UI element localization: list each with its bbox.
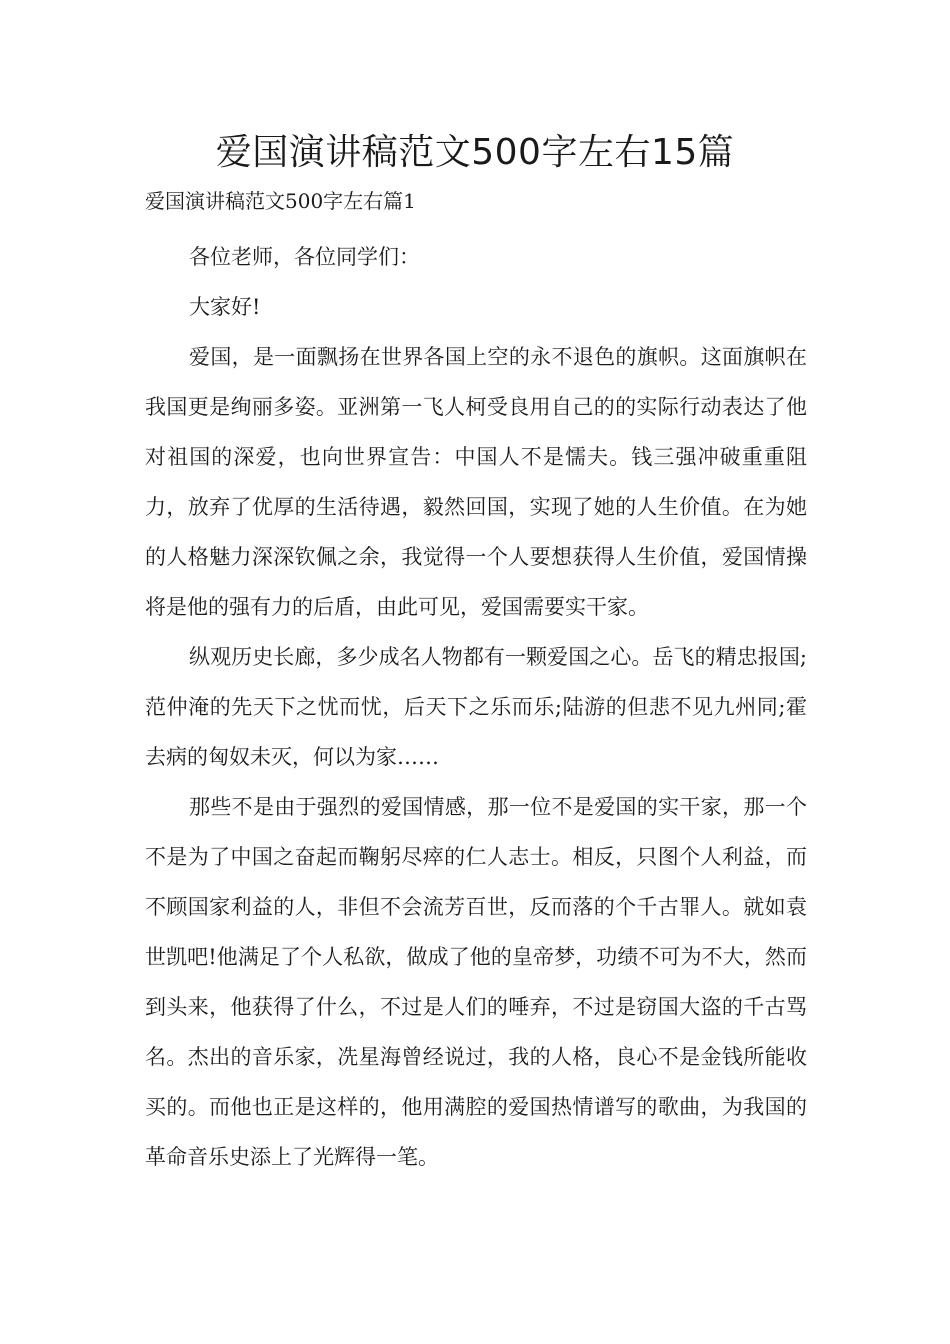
paragraph-greeting: 大家好! xyxy=(189,295,261,319)
document-body xyxy=(145,232,807,1182)
paragraph-3: 那些不是由于强烈的爱国情感，那一位不是爱国的实干家，那一个不是为了中国之奋起而鞠躬尽瘁的仁人志士。相反，只图个人利益，而不顾国家利益的人，非但不会流芳百世，反而落的个千古罪人。就如袁世凯吧!他满足了个人私欲，做成了他的皇帝梦，功绩不可为不大，然而到头来，他获得了什么，不过是人们的唾弃，不过是窃国大盗的千古骂名。杰出的音乐家，冼星海曾经说过，我的人格，良心不是金钱所能收买的。而他也正是这样的，他用满腔的爱国热情谱写的歌曲，为我国的革命音乐史添上了光辉得一笔。 xyxy=(145,795,807,1169)
paragraph-salutation: 各位老师，各位同学们： xyxy=(189,245,420,269)
paragraph-2: 纵观历史长廊，多少成名人物都有一颗爱国之心。岳飞的精忠报国;范仲淹的先天下之忧而忧，后天下之乐而乐;陆游的但悲不见九州同;霍去病的匈奴未灭，何以为家…… xyxy=(145,645,807,769)
paragraph-1: 爱国，是一面飘扬在世界各国上空的永不退色的旗帜。这面旗帜在我国更是绚丽多姿。亚洲第一飞人柯受良用自己的的实际行动表达了他对祖国的深爱，也向世界宣告：中国人不是懦夫。钱三强冲破重重阻力，放弃了优厚的生活待遇，毅然回国，实现了她的人生价值。在为她的人格魅力深深钦佩之余，我觉得一个人要想获得人生价值，爱国情操将是他的强有力的后盾，由此可见，爱国需要实干家。 xyxy=(145,345,807,619)
document-title: 爱国演讲稿范文500字左右15篇 xyxy=(215,132,735,173)
section-heading: 爱国演讲稿范文500字左右篇1 xyxy=(145,189,416,213)
